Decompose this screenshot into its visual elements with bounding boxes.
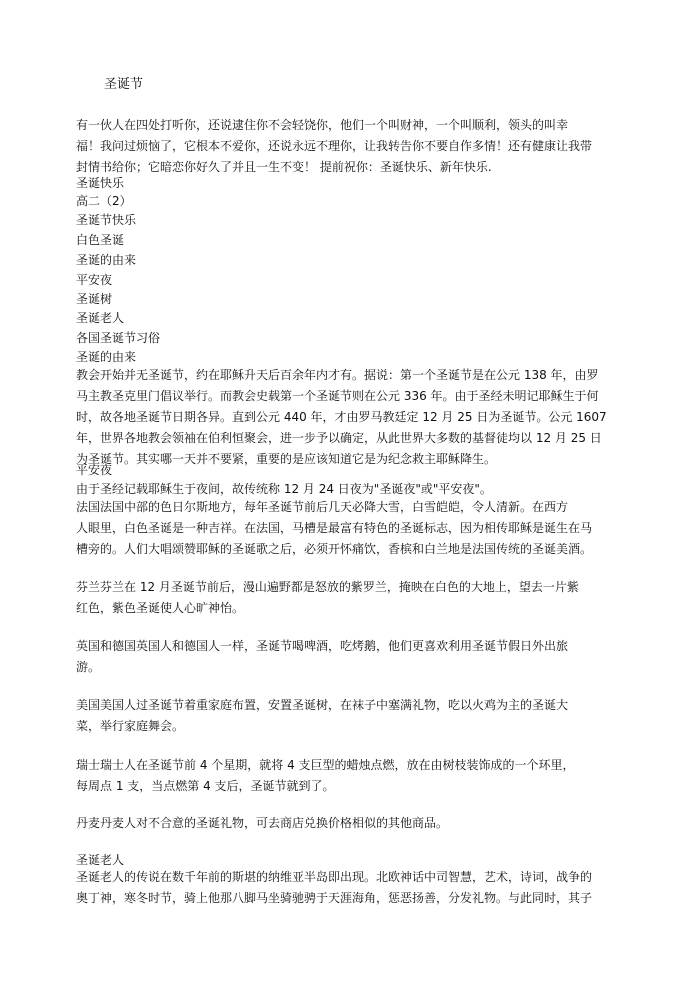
text-line: 槽旁的。人们大唱颂赞耶稣的圣诞歌之后，必须开怀痛饮，香槟和白兰地是法国传统的圣诞美酒。: [76, 542, 593, 556]
toc-item: 圣诞老人: [76, 311, 125, 325]
toc-item: 圣诞节快乐: [76, 213, 137, 227]
text-line: 封情书给你；它暗恋你好久了并且一生不变！ 提前祝你：圣诞快乐、新年快乐.: [76, 160, 492, 174]
switzerland-paragraph: [76, 755, 630, 797]
santa-paragraph: [76, 867, 630, 909]
text-line: 年，世界各地教会领袖在伯利恒聚会，进一步予以确定，从此世界大多数的基督徒均以 12 月 25 日: [76, 431, 602, 445]
toc-item: 圣诞快乐: [76, 176, 125, 190]
text-line: 奥丁神，寒冬时节，骑上他那八脚马坐骑驰骋于天涯海角，惩恶扬善，分发礼物。与此同时，其子: [76, 891, 593, 905]
text-line: 法国法国中部的色日尔斯地方，每年圣诞节前后几天必降大雪，白雪皑皑，令人清新。在西方: [76, 500, 569, 514]
toc-item: 各国圣诞节习俗: [76, 331, 161, 345]
toc-item: 圣诞的由来: [76, 253, 137, 267]
toc-item: 白色圣诞: [76, 233, 125, 247]
text-line: 圣诞老人的传说在数千年前的斯堪的纳维亚半岛即出现。北欧神话中司智慧，艺术，诗词，战争的: [76, 870, 593, 884]
text-line: 人眼里，白色圣诞是一种吉祥。在法国，马槽是最富有特色的圣诞标志，因为相传耶稣是诞生在马: [76, 521, 593, 535]
text-line: 英国和德国英国人和德国人一样，圣诞节喝啤酒，吃烤鹅，他们更喜欢利用圣诞节假日外出旅: [76, 639, 569, 653]
toc-item: 高二（2）: [76, 194, 132, 208]
text-line: 为圣诞节。其实哪一天并不要紧，重要的是应该知道它是为纪念救主耶稣降生。: [76, 452, 497, 466]
britain-paragraph: [76, 636, 630, 678]
denmark-paragraph: [76, 813, 630, 834]
intro-paragraph: [76, 115, 630, 178]
france-paragraph: [76, 497, 630, 560]
text-line: 有一伙人在四处打听你，还说逮住你不会轻饶你，他们一个叫财神，一个叫顺利，领头的叫幸: [76, 118, 569, 132]
text-line: 菜，举行家庭舞会。: [76, 719, 185, 733]
toc-item: 圣诞树: [76, 292, 113, 306]
text-line: 时，故各地圣诞节日期各异。直到公元 440 年，才由罗马教廷定 12 月 25 日为圣诞节。公元 1607: [76, 410, 607, 424]
eve-paragraph: 由于圣经记载耶稣生于夜间，故传统称 12 月 24 日夜为"圣诞夜"或"平安夜"。: [76, 482, 492, 496]
toc-item: 平安夜: [76, 273, 113, 287]
text-line: 教会开始并无圣诞节，约在耶稣升天后百余年内才有。据说：第一个圣诞节是在公元 138 年，由罗: [76, 368, 599, 382]
section-heading-eve: 平安夜: [76, 463, 113, 477]
text-line: 瑞士瑞士人在圣诞节前 4 个星期，就将 4 支巨型的蜡烛点燃，放在由树枝装饰成的一个环里，: [76, 758, 575, 772]
text-line: 美国美国人过圣诞节着重家庭布置，安置圣诞树，在袜子中塞满礼物，吃以火鸡为主的圣诞大: [76, 698, 569, 712]
usa-paragraph: [76, 695, 630, 737]
text-line: 游。: [76, 660, 101, 674]
text-line: 芬兰芬兰在 12 月圣诞节前后，漫山遍野都是怒放的紫罗兰，掩映在白色的大地上，望去一片紫: [76, 580, 579, 594]
finland-paragraph: [76, 577, 630, 619]
text-line: 福！我问过烦恼了，它根本不爱你，还说永远不理你，让我转告你不要自作多情！还有健康让我带: [76, 139, 593, 153]
text-line: 红色，紫色圣诞使人心旷神怡。: [76, 601, 245, 615]
text-line: 马主教圣克里门倡议举行。而教会史载第一个圣诞节则在公元 336 年。由于圣经未明记耶稣生于何: [76, 389, 599, 403]
text-line: 丹麦丹麦人对不合意的圣诞礼物，可去商店兑换价格相似的其他商品。: [76, 816, 449, 830]
origin-paragraph: [76, 365, 630, 470]
text-line: 每周点 1 支，当点燃第 4 支后，圣诞节就到了。: [76, 779, 335, 793]
document-title: 圣诞节: [104, 77, 144, 92]
section-heading-origin: 圣诞的由来: [76, 350, 137, 364]
section-heading-santa: 圣诞老人: [76, 853, 125, 867]
